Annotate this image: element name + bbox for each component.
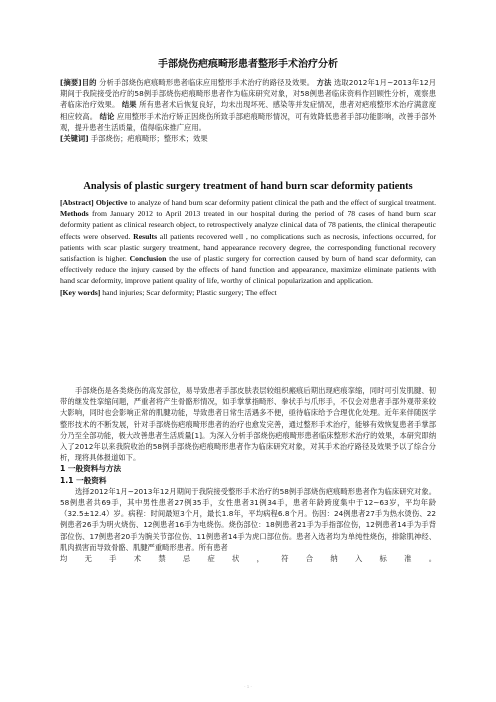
abstract-label: [摘要] (60, 78, 82, 87)
page-title-en: Analysis of plastic surgery treatment of hand burn scar deformity patients (83, 181, 413, 192)
results-text-en: all patients recovered well , no complications such as necrosis, infections occurred, for patients with scar plastic surgery treatment, hand appearance recovery degree, the corresponding functional recovery satisfaction is higher. (60, 231, 437, 264)
results-text: 所有患者术后恢复良好，均未出现坏死、感染等并发症情况，患者对疤痕整形术治疗满意度相应较高。 (60, 100, 437, 121)
page-number: - 1 - (243, 684, 252, 689)
page-title-zh: 手部烧伤疤痕畸形患者整形手术治疗分析 (158, 59, 338, 70)
methods-label: 方法 (316, 78, 332, 87)
general-data-paragraph: 选择2012年1月~2013年12月期间于我院接受整形手术治疗的58例手部烧伤疤痕畸形患者作为临床研究对象。58例患者共69手，其中男性患者27例35手，女性患者31例34手，患者年龄跨度集中于12~63岁，平均年龄（32.5±12.4）岁。病程：时间最短3个月，最长1.8年，平均病程6.8个月。伤因：24例患者27手为热水烫伤、22例患者26手为明火烧伤、12例患者16手为电烧伤。烧伤部位：18例患者21手为手指部位伤，12例患者14手为手背部位伤、17例患者20手为腕关节部位伤、11例患者14手为虎口部位伤。患者入选者均为单纯性烧伤，排除肌神经、肌肉损害而导致骨骼、肌腱严重畸形患者。所有患者 (60, 486, 436, 552)
body-text (60, 385, 436, 564)
conclusion-label-en: Conclusion (129, 254, 167, 264)
last-line: 均无手术禁忌症状，符合纳入标准。 (60, 554, 436, 564)
section-heading-1-1: 1.1 一般资料 (60, 475, 107, 485)
keywords-label: [关键词] (60, 134, 89, 144)
objective-label-en: Objective (95, 198, 128, 207)
results-label-en: Results (133, 231, 158, 241)
methods-text: 选取2012年1月~2013年12月期间于我院接受治疗的58例手部烧伤疤痕畸形患者作为临床研究对象，对58例患者临床资料作回顾性分析，观察患者临床治疗效果。 (60, 78, 437, 110)
abstract-en (60, 197, 436, 298)
conclusion-text: 应用整形手术治疗矫正因烧伤所致手部疤痕畸形情况，可有效降低患者手部功能影响，改善手部外观，提升患者生活质量，值得临床推广应用。 (60, 111, 437, 132)
keywords-text: 手部烧伤；疤痕畸形；整形术；效果 (90, 134, 208, 144)
objective-label: 目的 (81, 78, 97, 87)
conclusion-text-en: the use of plastic surgery for correction caused by burn of hand scar deformity, can effectively reduce the injury caused by the effects of hand function and appearance, maximize eliminate patients with hand scar deformity, improve patient quality of life, worthy of clinical popularization and application. (60, 254, 436, 286)
conclusion-label: 结论 (99, 111, 115, 121)
results-label: 结果 (121, 100, 137, 110)
objective-text: 分析手部烧伤疤痕畸形患者临床应用整形手术治疗的路径及效果。 (99, 78, 315, 87)
objective-text-en: to analyze of hand burn scar deformity patient clinical the path and the effect of surgical treatment. (129, 198, 437, 207)
methods-label-en: Methods (60, 209, 89, 219)
methods-text-en: from January 2012 to April 2013 treated in our hospital during the period of 78 cases of hand burn scar deformity patient as clinical research object, to retrospectively analyze clinical data of 78 patients, the clinical therapeutic effects were observed. (60, 209, 437, 241)
keywords-text-en: hand injuries; Scar deformity; Plastic surgery; The effect (102, 287, 277, 297)
abstract-label-en: [Abstract] (60, 198, 94, 207)
abstract-zh (60, 77, 436, 144)
intro-paragraph: 手部烧伤是各类烧伤的高发部位，易导致患者手部皮肤表层较组织瘢痕后期出现疤痕挛缩，同时可引发肌腱、韧带的继发性挛缩问题，严重者将产生骨骼形情况，如手掌掌指畸形、拳状手与爪形手，不仅会对患者手部外观带来较大影响，同时也会影响正常的肌腱功能，导致患者日常生活遇多不便，亟待临床给予合理优化处理。近年来伴随医学整形技术的不断发展，针对手部烧伤疤痕畸形患者的治疗也愈发完善，通过整形手术治疗，能够有效恢复患者手掌部分乃至全部功能，极大改善患者生活质量[1]。为深入分析手部烧伤疤痕畸形患者临床整形术治疗的效果，本研究即纳入了2012年以来我院收治的58例手部烧伤疤痕畸形患者作为临床研究对象，对其手术治疗路径及效果予以了综合分析，现将具体报道如下。 (60, 386, 436, 463)
keywords-label-en: [Key words] (60, 287, 101, 297)
section-heading-1: 1 一般资料与方法 (60, 464, 122, 474)
